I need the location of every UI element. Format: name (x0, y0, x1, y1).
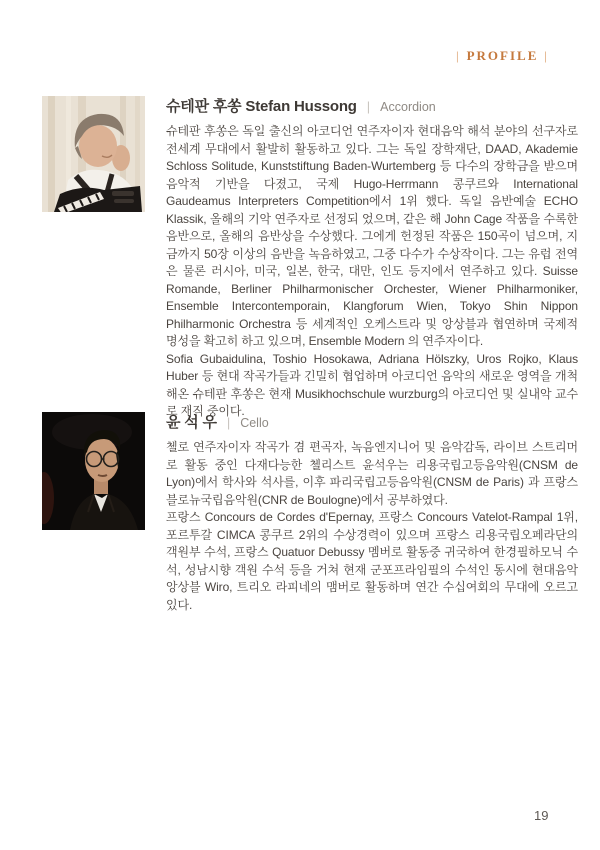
bio-paragraph: Sofia Gubaidulina, Toshio Hosokawa, Adriana Hölszky, Uros Rojko, Klaus Huber 등 현대 작곡가들과 긴밀히 협업하며 아코디언 음악의 새로운 영역을 개척해온 슈테판 후쏭은 현재 Musikhochschule wurzburg의 아코디언 및 실내악 교수로 재직 중이다. (166, 351, 578, 418)
artist-name: 슈테판 후쏭 Stefan Hussong (166, 98, 357, 115)
artist-instrument: Cello (240, 416, 269, 430)
bio-paragraph: 프랑스 Concours de Cordes d'Epernay, 프랑스 Concours Vatelot-Rampal 1위, 포르투갈 CIMCA 콩쿠르 2위의 수상경력이 있으며 프랑스 리용국립오페라단의 객원부 수석, 프랑스 Quatuor Debussy 멤버로 활동중 귀국하여 한경필하모닉 수석, 성남시향 객원 수석 등을 거쳐 현재 군포프라임필의 수석인 동시에 현대음악앙상블 Wiro, 트리오 라피네의 맴버로 활동하며 연간 수십여회의 무대에 오르고있다. (166, 510, 578, 612)
header-left-pipe: | (455, 48, 461, 63)
artist-bio (166, 123, 578, 421)
page-number: 19 (534, 808, 549, 823)
page-header-label: PROFILE (466, 48, 539, 63)
artist-instrument: Accordion (380, 100, 436, 114)
bio-paragraph: 첼로 연주자이자 작곡가 겸 편곡자, 녹음엔지니어 및 음악감독, 라이브 스트리머로 활동 중인 다재다능한 첼리스트 윤석우는 리용국립고등음악원(CNSM de Lyon)에서 학사와 석사를, 이후 파리국립고등음악원(CNSM de Paris) 과 프랑스 블로뉴국립음악원(CNR de Boulogne)에서 공부하였다. (166, 440, 578, 507)
profile-stefan-hussong (42, 95, 578, 421)
artist-title-row (166, 411, 578, 432)
cellist-photo (42, 412, 145, 530)
accordionist-photo (42, 96, 145, 212)
artist-name: 윤 석 우 (166, 414, 217, 431)
bio-paragraph: 슈테판 후쏭은 독일 출신의 아코디언 연주자이자 현대음악 해석 분야의 선구자로 전세계 무대에서 활발히 활동하고 있다. 그는 독일 장학재단, DAAD, Akademie Schloss Solitude, Kunststiftung Baden-Wurtemberg 등 다수의 장학금을 받으며 음악적 기반을 다졌고, 국제 Hugo-Herrmann 콩쿠르와 International Gaudeamus Interpreters Competition에서 1위 했다. 독일 음반예술 ECHO Klassik, 올해의 기악 연주자로 선정되 었으며, 같은 해 John Cage 작품을 수록한 음반으로, 올해의 음반상을 수상했다. 그에게 헌정된 작품은 150곡이 넘으며, 지금까지 50장 이상의 음반을 녹음하였고, 그중 다수가 수상작이다. 그는 유럽 전역은 물론 러시아, 미국, 일본, 한국, 대만, 인도 등지에서 연주하고 있다. Suisse Romande, Berliner Philharmonischer Orchester, Wiener Philharmoniker, Ensemble Intercontemporain, Klangforum Wien, Tokyo Shin Nippon Philharmonic Orchestra 등 세계적인 오케스트라 및 앙상블과 협연하며 국제적 명성을 확고히 하고 있으며, Ensemble Modern 의 연주자이다. (166, 124, 578, 348)
artist-title-row (166, 95, 578, 116)
header-right-pipe: | (544, 48, 549, 63)
artist-bio (166, 439, 578, 614)
title-separator: | (226, 415, 231, 430)
page-header (450, 48, 555, 64)
title-separator: | (366, 99, 371, 114)
profile-yoon-seok-woo (42, 411, 578, 614)
